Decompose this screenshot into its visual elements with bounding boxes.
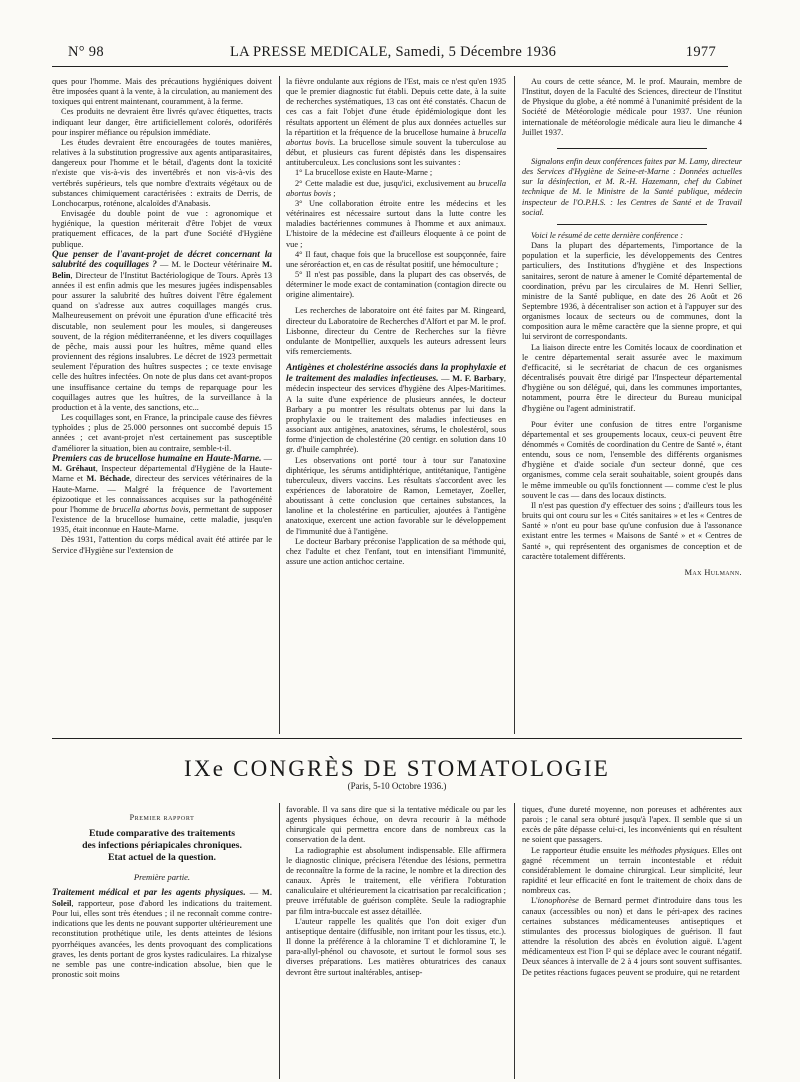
author-name: M. Belin [52,260,272,280]
report-title [52,828,272,864]
paragraph: Les coquillages sont, en France, la principale cause des fièvres typhoïdes ; plus de 25.000 personnes ont succombé depuis 15 années ; cet avant-projet n'est certainement pas susceptible d'améliorer la situation, bien au contraire, semble-t-il. [52,413,272,453]
paragraph [52,250,272,413]
species-name: brucella abortus bovis [286,178,506,198]
section-subheading: Premiers cas de brucellose humaine en Haute-Marne. [52,453,262,464]
paragraph: Dans la plupart des départements, l'importance de la population et la superficie, les développements des Centres particuliers, des Institutions d'hygiène et des Inspections sanitaires, seront de nature à amener le Comité départemental de coordination, prévu par les circulaires de M. Henri Sellier, ministre de la Santé publique, en date des 26 Août et 26 Septembre 1936, à décentraliser son action et à l'appuyer sur des organismes locaux de secteurs ou de communes, dont la composition aura le même caractère que la sienne propre, et qui lui serviront de correspondants. [522,241,742,342]
separator-rule [557,148,707,149]
congress-column-3 [522,805,742,1080]
author-name: M. Béchade [86,474,130,484]
paragraph: Au cours de cette séance, M. le prof. Maurain, membre de l'Institut, doyen de la Faculté des Sciences, directeur de l'Institut de Physique du globe, a été nommé à l'unanimité président de la Société de Météorologie médicale pour 1937. Une réunion internationale de météorologie médicale aura lieu le dimanche 4 Juillet 1937. [522,77,742,137]
author-name: M. F. Barbary [452,373,504,383]
report-label: Premier rapport [129,813,195,822]
text-run: la fièvre ondulante aux régions de l'Est, mais ce n'est qu'en 1935 que le premier diagnostic fut établi. Depuis cette date, à la suite de recherches systématiques, 13 cas ont été constatés. Chacun de ces cas a fait l'objet d'une étude épidémiologique dont les résultats apportent un élément de plus aux données actuelles sur la répartition et la fréquence de la brucellose humaine à [286,77,506,137]
signature: Max Hulmann. [684,567,742,577]
report-title-line: Etat actuel de la question. [107,852,217,864]
text-run: de Bernard permet d'introduire dans tous les canaux (accessibles ou non) et dans le péri-apex des racines certaines substances médicamenteuses antiseptiques et stimulantes des processus biologiques de guérison. Il faut attendre la résolution des abcès en évolution aiguë. L'agent médicamenteux est l'ion I² qui se déplace avec le courant négatif. Deux séances à intervalle de 2 à 4 jours sont souvent suffisantes. De petites réactions fugaces peuvent se produire, qui ne retardent [522,896,742,977]
paragraph: Envisagée du double point de vue : agronomique et hygiénique, la question mériterait d'être l'objet de vœux pratiquement efficaces, de la part d'une Société d'Hygiène publique. [52,209,272,249]
author-name: M. Gréhaut [52,464,96,474]
list-item: 3° Une collaboration étroite entre les médecins et les vétérinaires est nécessaire surtout dans la lutte contre les maladies bactériennes communes à l'homme et aux animaux. L'histoire de la médecine est d'ailleurs éloquente à ce point de vue ; [286,198,506,249]
congress-subtitle: (Paris, 5-10 Octobre 1936.) [347,781,447,791]
paragraph [286,363,506,455]
column-rule [514,803,515,1079]
separator-rule [557,224,707,225]
list-item: 1° La brucellose existe en Haute-Marne ; [295,168,433,178]
paragraph [286,77,506,168]
header-rule [52,66,728,67]
text-run: , directeur des services vétérinaires de la Haute-Marne. — Malgré la fréquence de l'avortement épizootique et les connaissances acquises sur la pathogénéité pour l'homme de [52,474,272,514]
section-subheading: Traitement médical et par les agents physiques. [52,888,246,899]
paragraph [522,896,742,977]
issue-number: N° 98 [68,44,104,60]
congress-title: IXe CONGRÈS DE STOMATOLOGIE [184,756,610,781]
paragraph [52,454,272,536]
text-run: , permettant de supposer l'existence de la brucellose humaine, cette maladie, jusqu'en 1935, était inconnue en Haute-Marne. [52,504,272,535]
list-item: 4° Il faut, chaque fois que la brucellose est soupçonnée, faire une séroréaction et, en cas de résultat positif, une hémoculture ; [286,249,506,269]
congress-column-2 [286,805,506,1080]
section-rule [52,738,742,739]
text-run: — M. le Docteur vétérinaire [156,260,263,270]
paragraph: Ces produits ne devraient être livrés qu'avec étiquettes, tracts indiquant leur danger, être artificiellement colorés, odoriférés pour inspirer méfiance ou répulsion immédiate. [52,107,272,137]
text-run: ; [331,188,336,198]
text-run: Le rapporteur étudie ensuite les [531,845,641,855]
paragraph: Les observations ont porté tour à tour sur l'anatoxine diphtérique, les sérums antidiphtérique, antitétanique, l'antigène tuberculeux, divers vaccins. Les résultats s'accordent avec les expériences de laboratoire de Ramon, Lemetayer, Zoeller, aboutissant à cette conclusion que certaines substances, la lanoline et la cholestérine en particulier, ajoutées à l'antigène anatoxique, exercent une action favorable sur le développement de l'immunité due à l'antigène. [286,455,506,536]
author-name: M. Soleil [52,888,272,908]
text-run: , Directeur de l'Institut Bactériologique de Tours. Après 13 années il est enfin admis que les mesures jugées indispensables pour assurer la salubrité des huîtres doivent l'être également quand on s'adresse aux autres coquillages mangés crus. Malheureusement on prévoit une épuration d'une efficacité très discutable, non seulement pour les moules, si dangereuses souvent, de la région méditerranéenne, et les divers coquillages de pêche, mais aussi pour les huîtres, même quand elles proviennent des régions insalubres. Le décret de 1923 permettait seulement l'épuration des huîtres suspectes ; ce texte envisage celle des huîtres infectées. On note de plus dans cet avant-propos une insuffisance certaine du temps de reparquage pour les coquillages autres que les huîtres, de la surveillance à la production et à la vente, des sanctions, etc... [52,270,272,412]
paragraph [52,888,272,980]
paragraph: ques pour l'homme. Mais des précautions hygiéniques doivent être imposées quant à la vente, à la circulation, au maniement des toxiques qui entrent maintenant, couramment, à la ferme. [52,77,272,107]
paragraph [522,846,742,897]
article-column-1 [52,77,272,735]
paragraph: Il n'est pas question d'y effectuer des soins ; d'ailleurs tous les bruits qui ont couru sur les « Cités sanitaires » et les « Centres de Santé » n'ont eu pour base qu'une confusion due à l'assonance existant entre les termes « Maisons de Santé » et « Centres de Santé », qui représentent des organismes de conception et de caractère totalement différents. [522,500,742,561]
text-run: — [438,373,453,383]
article-column-2 [286,77,506,735]
running-head [68,44,716,64]
paragraph: Dès 1931, l'attention du corps médical avait été attirée par le Service d'Hygiène sur l'extension de [52,535,272,555]
column-rule [279,803,280,1079]
list-item [286,179,506,199]
part-label: Première partie. [133,872,191,883]
paragraph: L'auteur rappelle les qualités que l'on doit exiger d'un antiseptique dentaire (diffusible, non irritant pour les tissus, etc.). Il donne la préférence à la chloramine T et dichloramine T, le para-allyl-phénol ou chavosote, et surtout le formol sous ses diverses préparations. Les matières obturatrices des canaux devront être surtout inaltérables, antisep- [286,916,506,977]
congress-column-1 [52,805,272,1080]
text-run: — [245,888,263,898]
paragraph: Pour éviter une confusion de titres entre l'organisme départemental et ses groupements locaux, ceux-ci peuvent être dénommés « Comités de coordination du Centre de Santé », étant entendu, sous ce nom, l'ensemble des différents organismes d'hygiène et d'aide sociale d'un secteur donné, que ces organismes, comme cela serait souhaitable, soient groupés dans le même immeuble ou qu'ils fonctionnent — comme c'est le plus souvent le cas — dans des locaux distincts. [522,419,742,500]
text-run: , médecin inspecteur des services d'hygiène des Alpes-Maritimes. A la suite d'une expérience de plusieurs années, le docteur Barbary a pu montrer les résultats obtenus par lui dans la prophylaxie ou le traitement des maladies infectieuses en associant aux antigènes, anatoxines, sérums, le cholestérol, sous forme d'injection de cholestérine (20 centigr. en solution dans 10 gr. d'huile camphrée). [286,373,506,455]
paragraph: La liaison directe entre les Comités locaux de coordination et le centre départemental serait assurée avec le maximum d'efficacité, si le secrétariat de chacun de ces organismes décentralisés pouvait être dirigé par l'Inspecteur départemental d'hygiène ou son délégué, qui, dans les communes importantes, notamment, pourra être le directeur du Bureau municipal d'hygiène ou l'agent administratif. [522,342,742,413]
text-run: L' [531,896,538,906]
article-column-3 [522,77,742,735]
paragraph: Signalons enfin deux conférences faites par M. Lamy, directeur des Services d'Hygiène de Seine-et-Marne : Données actuelles sur la désinfection, et M. R.-H. Hazemann, chef du Cabinet technique de M. le Ministre de la Santé publique, médecin inspecteur de l'O.P.H.S. : les Centres de Santé et de Travail social. [522,156,742,217]
text-run: , rapporteur, pose d'abord les indications du traitement. Pour lui, elles sont très étendues ; il ne reconnaît comme contre-indications que les dents ne pouvant supporter ultérieurement une reconstitution prothétique utile, les dents atteintes de lésions pyorrhéiques avancées, les dents provoquant des complications graves, les dents portant de gros kystes radiculaires. La rhizalyse ne semble pas une contre-indication absolue, bien que le pronostic soit moins [52,898,272,979]
emphasis: méthodes physiques [640,845,708,855]
text-run: . Elles ont gagné récemment un terrain incontestable et réduit considérablement le domaine chirurgical. Leur simplicité, leur rapidité et leur efficacité en font le traitement de choix dans de nombreux cas. [522,845,742,896]
paragraph: Les études devraient être encouragées de toutes manières, relatives à la substitution progressive aux agents antiparasitaires, dangereux pour l'homme et le bétail, d'agents dont la toxicité n'existe que vis-à-vis des invertébrés et non vis-à-vis des vertébrés supérieurs, tels que nombre d'extraits végétaux ou de substances chimiquement caractérisées : extraits de Derris, de Lonchocarpus, roténone, alcaloïdes d'Anabasis. [52,137,272,208]
text-run: — [261,453,272,463]
text-run: 2° Cette maladie est due, jusqu'ici, exclusivement au [295,178,479,188]
report-title-line: des infections périapicales chroniques. [82,840,242,852]
page-number: 1977 [685,44,716,60]
column-rule [514,76,515,734]
species-name: brucella abortus bovis [112,504,189,514]
paragraph: favorable. Il va sans dire que si la tentative médicale ou par les agents physiques échoue, on devra recourir à la méthode chirurgicale qui permettra encore dans de nombreux cas la conservation de la dent. [286,805,506,845]
list-item: 5° Il n'est pas possible, dans la plupart des cas observés, de déterminer le mode exact de contamination (contagion directe ou origine alimentaire). [286,269,506,300]
section-subheading: Antigènes et cholestérine associés dans la prophylaxie et le traitement des maladies infectieuses. [286,363,506,384]
paragraph: tiques, d'une dureté moyenne, non poreuses et adhérentes aux parois ; le canal sera obturé jusqu'à l'apex. Il semble que si un excès de pâte dépasse celui-ci, les inconvénients qui en résultent ne soient que passagers. [522,805,742,845]
text-run: . La brucellose simule souvent la tuberculose au début, et plusieurs cas furent dépistés dans les dispensaires antituberculeux. Les conclusions sont les suivantes : [286,137,506,168]
section-subheading: Que penser de l'avant-projet de décret concernant la salubrité des coquillages ? [52,249,272,271]
species-name: brucella abortus bovis [286,127,506,147]
text-run: , Inspecteur départemental d'Hygiène de la Haute-Marne et [52,464,272,484]
report-title-line: Etude comparative des traitements [88,828,236,840]
paragraph: La radiographie est absolument indispensable. Elle affirmera le diagnostic clinique, précisera l'étendue des lésions, permettra de reconnaître la forme de la racine, le nombre et la direction des canaux. Après le traitement, elle vérifiera l'obturation canaliculaire et ultérieurement la cicatrisation par recalcification ; preuve irréfutable de guérison complète. Seule la radiographie par film intra-buccale est assez détaillée. [286,845,506,916]
journal-title-date: LA PRESSE MEDICALE, Samedi, 5 Décembre 1936 [230,44,557,60]
paragraph: Les recherches de laboratoire ont été faites par M. Ringeard, directeur du Laboratoire de Recherches d'Alfort et par M. le prof. Lisbonne, directeur du Centre de Recherches sur la fièvre ondulante de Montpellier, auxquels les auteurs adressent leurs vifs remerciements. [286,306,506,357]
paragraph: Voici le résumé de cette dernière conférence : [531,230,684,240]
column-rule [279,76,280,734]
paragraph: Le docteur Barbary préconise l'application de sa méthode qui, chez l'adulte et chez l'enfant, tout en intensifiant l'immunité, assure une action antichoc certaine. [286,536,506,567]
emphasis: ionophorèse [537,896,579,906]
